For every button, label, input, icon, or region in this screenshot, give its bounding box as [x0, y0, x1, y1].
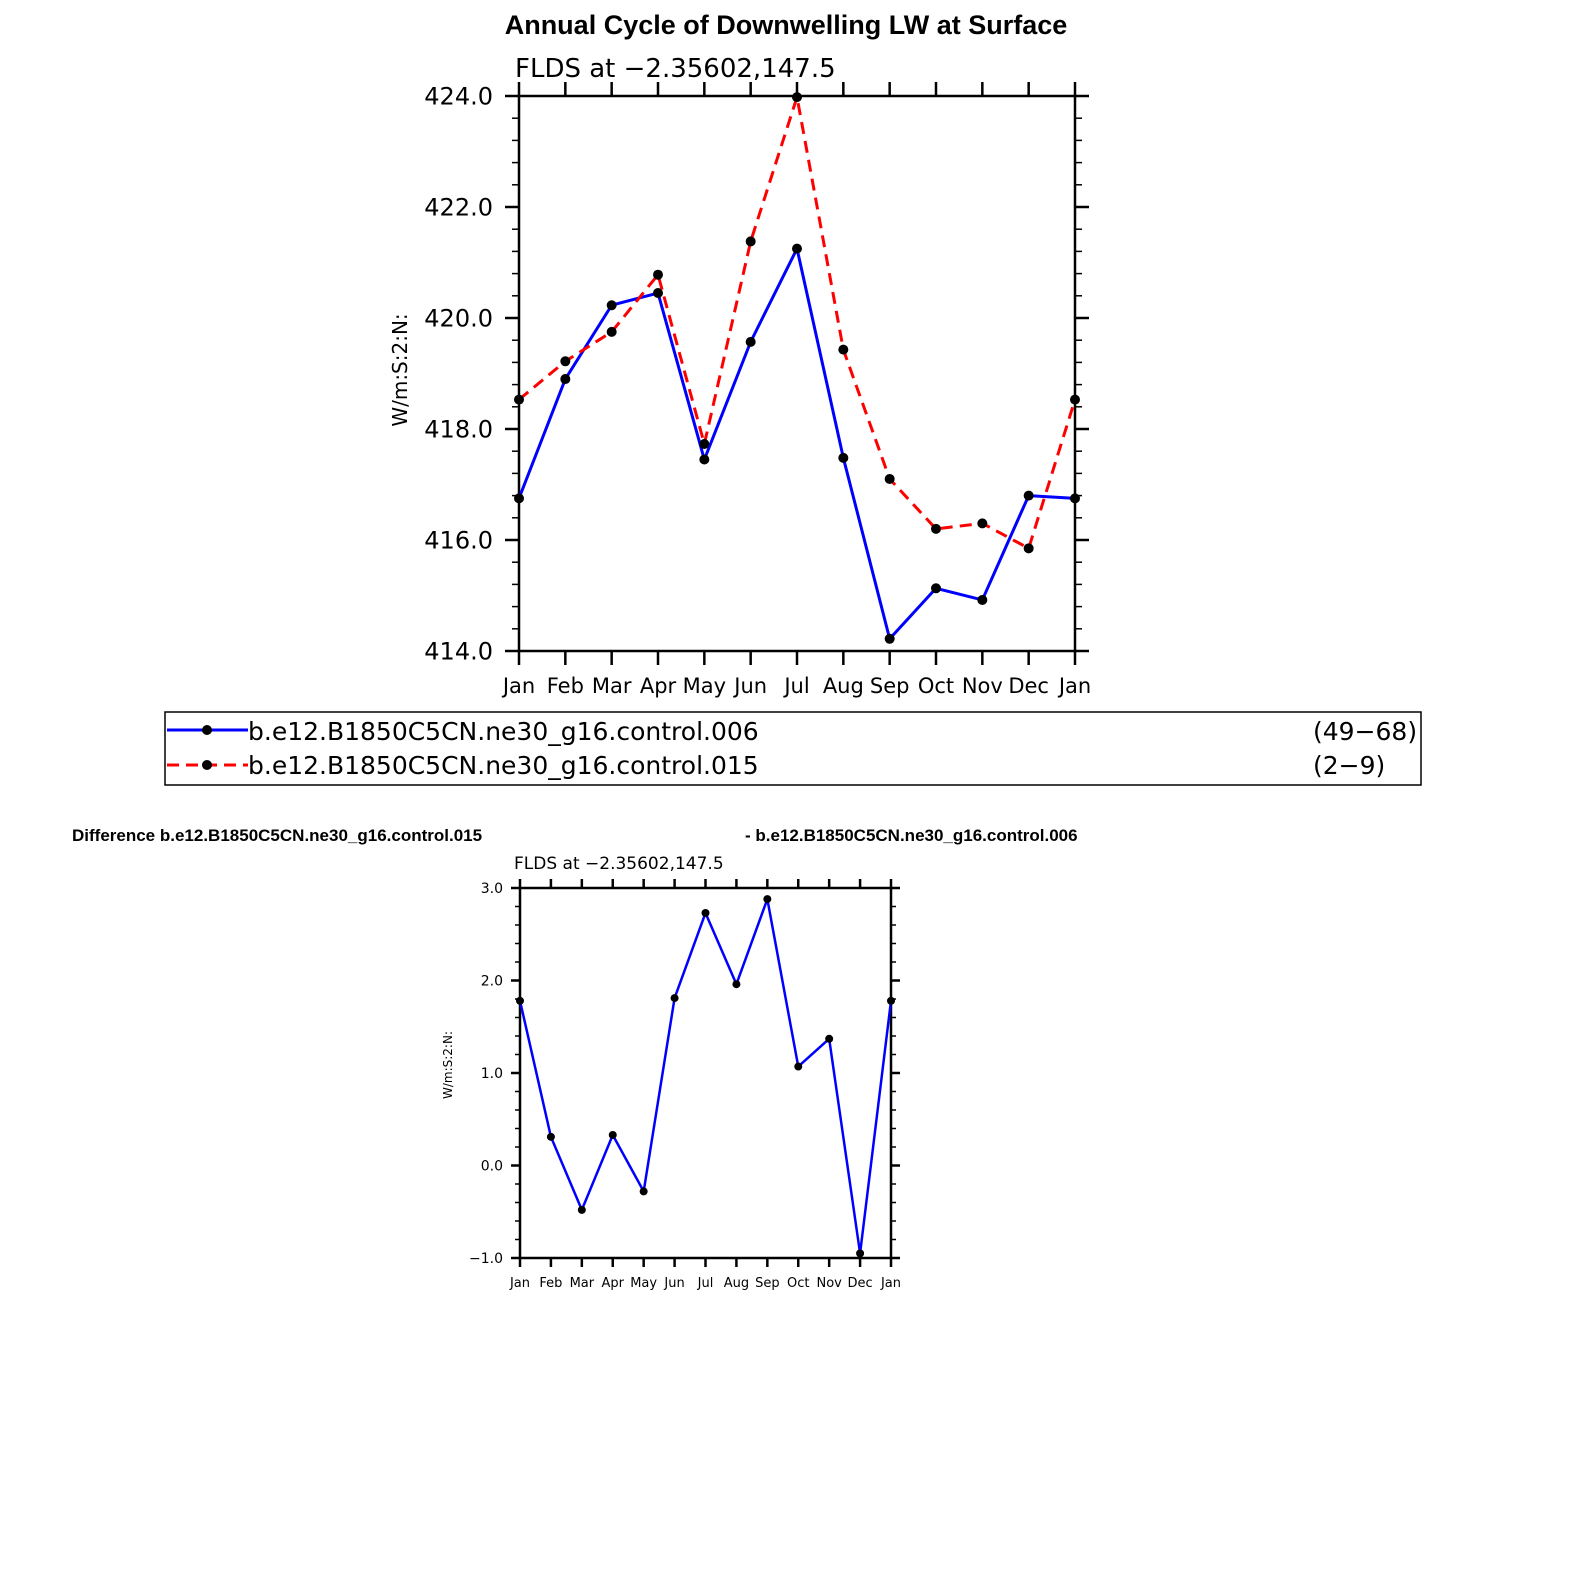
bottom-chart-xtick-label: Jun: [664, 1276, 685, 1291]
top-chart-ytick-label: 424.0: [424, 82, 493, 111]
top-chart-xtick-label: Jan: [1058, 674, 1092, 698]
bottom-chart-xtick-label: Sep: [755, 1276, 780, 1291]
top-chart-series-0-point: [607, 300, 617, 310]
top-chart-xtick-label: Mar: [591, 674, 632, 698]
legend-label-015: b.e12.B1850C5CN.ne30_g16.control.015: [248, 751, 759, 780]
bottom-chart-series-0-point: [671, 994, 679, 1002]
top-chart-series-0-point: [746, 337, 756, 347]
bottom-chart-xtick-label: May: [630, 1276, 658, 1291]
top-chart-series-1-point: [885, 474, 895, 484]
top-chart-series-1-point: [699, 439, 709, 449]
top-chart-series-0-point: [885, 634, 895, 644]
bottom-chart-series-0-point: [578, 1206, 586, 1214]
top-chart-xtick-label: Aug: [822, 674, 864, 698]
bottom-chart-ytick-label: 3.0: [480, 881, 503, 898]
legend-years-015: (2−9): [1313, 751, 1386, 780]
bottom-chart-xtick-label: Mar: [569, 1276, 595, 1291]
legend-marker-015: [202, 760, 212, 770]
legend-marker-006: [202, 725, 212, 735]
diff-title-right: - b.e12.B1850C5CN.ne30_g16.control.006: [745, 826, 1078, 845]
top-chart-series-1-point: [1024, 543, 1034, 553]
bottom-chart-xtick-label: Aug: [723, 1276, 750, 1291]
bottom-chart-subtitle: FLDS at −2.35602,147.5: [514, 854, 724, 874]
bottom-chart-xtick-label: Feb: [539, 1276, 563, 1291]
bottom-chart-xtick-label: Oct: [787, 1276, 810, 1291]
top-chart-ylabel: W/m:S:2:N:: [388, 313, 412, 427]
top-chart-xtick-label: Apr: [639, 674, 677, 698]
top-chart-series-0-point: [560, 374, 570, 384]
main-title: Annual Cycle of Downwelling LW at Surface: [504, 10, 1068, 40]
top-chart-series-0-point: [838, 453, 848, 463]
top-chart-subtitle: FLDS at −2.35602,147.5: [515, 54, 836, 84]
bottom-chart-ytick-label: 1.0: [480, 1066, 503, 1083]
bottom-chart-xtick-label: Nov: [816, 1276, 842, 1291]
bottom-chart-ytick-label: −1.0: [469, 1251, 503, 1268]
top-chart-series-0-point: [653, 288, 663, 298]
bottom-chart: [469, 879, 901, 1291]
top-chart-series-1-point: [746, 236, 756, 246]
legend-label-006: b.e12.B1850C5CN.ne30_g16.control.006: [248, 717, 759, 746]
top-chart-series-1-point: [792, 92, 802, 102]
bottom-chart-ylabel: W/m:S:2:N:: [441, 1031, 455, 1099]
bottom-chart-ytick-label: 0.0: [480, 1158, 503, 1175]
top-chart-ytick-label: 414.0: [424, 637, 493, 666]
top-chart-series-0-point: [514, 493, 524, 503]
top-chart-xtick-label: May: [682, 674, 727, 698]
bottom-chart-ytick-label: 2.0: [480, 973, 503, 990]
bottom-chart-series-0-point: [609, 1131, 617, 1139]
top-chart-plot-frame: [519, 96, 1075, 651]
bottom-chart-series-0-point: [516, 997, 524, 1005]
top-chart-series-1-point: [653, 270, 663, 280]
top-chart-series-0-point: [1024, 491, 1034, 501]
bottom-chart-series-0-point: [825, 1035, 833, 1043]
top-chart-ytick-label: 420.0: [424, 304, 493, 333]
bottom-chart-xtick-label: Dec: [847, 1276, 873, 1291]
legend: [165, 712, 1421, 785]
top-chart-series-0-point: [792, 244, 802, 254]
top-chart-xtick-label: Jan: [502, 674, 536, 698]
bottom-chart-series-0-point: [794, 1063, 802, 1071]
bottom-chart-xtick-label: Apr: [601, 1276, 624, 1291]
legend-years-006: (49−68): [1313, 717, 1418, 746]
diff-title-left: Difference b.e12.B1850C5CN.ne30_g16.control.015: [72, 826, 483, 845]
top-chart-xtick-label: Jul: [784, 674, 810, 698]
top-chart-ytick-label: 418.0: [424, 415, 493, 444]
top-chart-xtick-label: Nov: [961, 674, 1003, 698]
top-chart-series-0-point: [977, 595, 987, 605]
top-chart-series-1-point: [607, 327, 617, 337]
bottom-chart-series-0-point: [702, 909, 710, 917]
bottom-chart-series-0-point: [763, 895, 771, 903]
top-chart-xtick-label: Oct: [917, 674, 955, 698]
bottom-chart-series-0-point: [887, 997, 895, 1005]
top-chart-ytick-label: 422.0: [424, 193, 493, 222]
top-chart-series-1-point: [514, 395, 524, 405]
bottom-chart-series-0-point: [547, 1133, 555, 1141]
top-chart-xtick-label: Jun: [734, 674, 768, 698]
bottom-chart-xtick-label: Jan: [880, 1276, 902, 1291]
top-chart-series-0-point: [1070, 493, 1080, 503]
top-chart-series-0-point: [699, 455, 709, 465]
bottom-chart-series-0-point: [856, 1249, 864, 1257]
top-chart-series-0-point: [931, 583, 941, 593]
top-chart-xtick-label: Feb: [546, 674, 584, 698]
top-chart-xtick-label: Dec: [1008, 674, 1049, 698]
bottom-chart-series-0-point: [640, 1187, 648, 1195]
bottom-chart-xtick-label: Jan: [509, 1276, 531, 1291]
bottom-chart-xtick-label: Jul: [697, 1276, 714, 1291]
top-chart-series-1-point: [838, 345, 848, 355]
top-chart-series-1-point: [1070, 395, 1080, 405]
bottom-chart-series-line-0: [520, 899, 891, 1253]
top-chart-xtick-label: Sep: [869, 674, 910, 698]
top-chart: [424, 82, 1091, 698]
top-chart-ytick-label: 416.0: [424, 526, 493, 555]
top-chart-series-1-point: [560, 356, 570, 366]
bottom-chart-series-0-point: [732, 980, 740, 988]
top-chart-series-line-0: [519, 249, 1075, 639]
top-chart-series-1-point: [931, 524, 941, 534]
top-chart-series-1-point: [977, 518, 987, 528]
